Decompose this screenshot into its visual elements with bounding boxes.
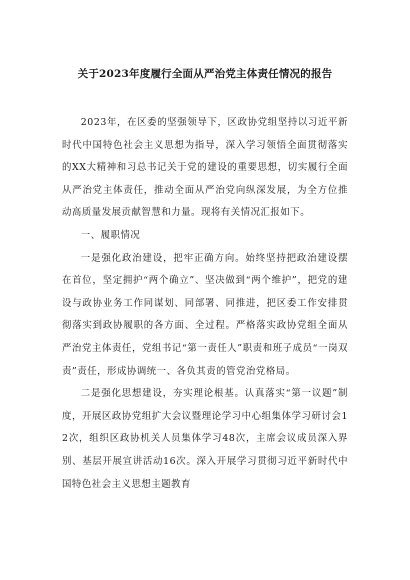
section-heading: 一、履职情况 [80, 229, 141, 241]
document-title: 关于2023年度履行全面从严治党主体责任情况的报告 [77, 68, 333, 80]
intro-paragraph: 2023年，在区委的坚强领导下，区政协党组坚持以习近平新时代中国特色社会主义思想为指导，深入学习领悟全面贯彻落实的XX大精神和习总书记关于党的建设的重要思想，切实履行全面从严治党主体责任，推动全面从严治党向纵深发展，为全方位推动高质量发展贡献智慧和力量。现将有关情况汇报如下。 [62, 117, 348, 219]
document-body [62, 112, 348, 496]
body-paragraph-political: 一是强化政治建设，把牢正确方向。始终坚持把政治建设摆在首位，坚定拥护“两个确立”、坚决做到“两个维护”，把党的建设与政协业务工作同谋划、同部署、同推进，把区委工作安排贯彻落实到政协履职的各方面、全过程。严格落实政协党组全面从严治党主体责任，党组书记“第一责任人”职责和班子成员“一岗双责”责任，形成协调统一、各负其责的管党治党格局。 [62, 252, 348, 377]
body-paragraph-ideological: 二是强化思想建设，夯实理论根基。认真落实“第一议题”制度，开展区政协党组扩大会议暨理论学习中心组集体学习研讨会12次，组织区政协机关人员集体学习48次，主席会议成员深入界别、基层开展宣讲活动16次。深入开展学习贯彻习近平新时代中国特色社会主义思想主题教育 [62, 388, 348, 490]
